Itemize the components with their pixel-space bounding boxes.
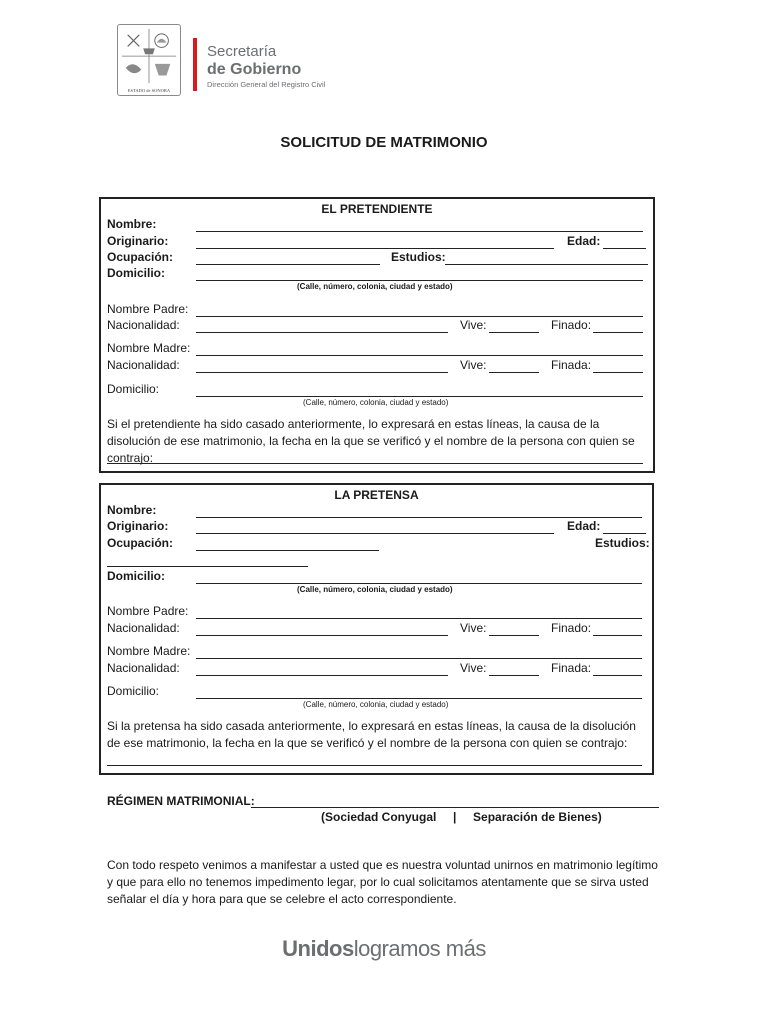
nombre-field[interactable] <box>196 517 642 518</box>
pretensa-section <box>99 483 654 775</box>
edad-field[interactable] <box>603 248 646 249</box>
slogan-rest: logramos más <box>353 936 486 961</box>
domicilio-padres-label: Domicilio: <box>107 382 160 396</box>
previous-marriage-field[interactable] <box>107 463 643 464</box>
nombre-label: Nombre: <box>107 503 157 517</box>
ocupacion-field[interactable] <box>196 264 380 265</box>
nacionalidad-madre-label: Nacionalidad: <box>107 358 180 372</box>
domicilio-padres-field[interactable] <box>196 396 643 397</box>
nombre-padre-label: Nombre Padre: <box>107 302 189 316</box>
finado-label: Finado: <box>551 621 592 635</box>
vive-padre-field[interactable] <box>489 635 539 636</box>
nombre-padre-field[interactable] <box>196 618 642 619</box>
estudios-field[interactable] <box>445 264 648 265</box>
estudios-field[interactable] <box>107 566 308 567</box>
nombre-padre-field[interactable] <box>196 316 643 317</box>
estudios-label: Estudios: <box>391 250 446 264</box>
nacionalidad-padre-label: Nacionalidad: <box>107 318 180 332</box>
address-hint: (Calle, número, colonia, ciudad y estado) <box>297 585 453 594</box>
nombre-madre-label: Nombre Madre: <box>107 341 191 355</box>
vive-padre-label: Vive: <box>460 621 487 635</box>
nacionalidad-padre-label: Nacionalidad: <box>107 621 180 635</box>
nombre-field[interactable] <box>196 231 643 232</box>
brand-red-bar <box>193 38 197 91</box>
nombre-madre-field[interactable] <box>196 355 643 356</box>
footer-slogan <box>0 936 768 962</box>
closing-paragraph: Con todo respeto venimos a manifestar a usted que es nuestra voluntad unirnos en matrimonio legítimo y que para ello no tenemos impedimento legar, por lo cual solicitamos atentamente que se sirva usted señalar el día y hora para que se celebre el acto correspondiente. <box>107 858 658 906</box>
brand-line-3: Dirección General del Registro Civil <box>207 80 326 89</box>
brand-line-1: Secretaría <box>207 43 277 60</box>
nombre-label: Nombre: <box>107 217 157 231</box>
previous-marriage-note: Si el pretendiente ha sido casado anteriormente, lo expresará en estas líneas, la causa de la disolución de ese matrimonio, la fecha en la que se verificó y el nombre de la persona con quien se contrajo: <box>107 417 635 465</box>
estudios-label: Estudios: <box>595 536 650 550</box>
nombre-madre-field[interactable] <box>196 658 642 659</box>
vive-madre-field[interactable] <box>489 675 539 676</box>
finada-field[interactable] <box>593 372 643 373</box>
nacionalidad-madre-label: Nacionalidad: <box>107 661 180 675</box>
ocupacion-field[interactable] <box>196 550 379 551</box>
regimen-options: (Sociedad Conyugal | Separación de Bienes) <box>321 810 602 824</box>
originario-field[interactable] <box>196 248 554 249</box>
finado-label: Finado: <box>551 318 592 332</box>
finado-field[interactable] <box>593 635 642 636</box>
domicilio-label: Domicilio: <box>107 266 166 280</box>
address-hint-2: (Calle, número, colonia, ciudad y estado) <box>303 700 449 709</box>
previous-marriage-field[interactable] <box>107 765 642 766</box>
domicilio-padres-label: Domicilio: <box>107 684 160 698</box>
originario-label: Originario: <box>107 234 169 248</box>
edad-label: Edad: <box>567 234 601 248</box>
edad-label: Edad: <box>567 519 601 533</box>
nacionalidad-madre-field[interactable] <box>196 675 448 676</box>
originario-field[interactable] <box>196 533 554 534</box>
edad-field[interactable] <box>603 533 646 534</box>
regimen-label: RÉGIMEN MATRIMONIAL: <box>107 794 255 808</box>
pretendiente-section <box>99 197 655 473</box>
nombre-madre-label: Nombre Madre: <box>107 644 191 658</box>
domicilio-field[interactable] <box>196 583 642 584</box>
regimen-field[interactable] <box>251 807 659 808</box>
domicilio-label: Domicilio: <box>107 569 166 583</box>
document-title: SOLICITUD DE MATRIMONIO <box>280 134 488 151</box>
slogan-bold: Unidos <box>282 936 354 961</box>
vive-madre-label: Vive: <box>460 661 487 675</box>
ocupacion-label: Ocupación: <box>107 250 174 264</box>
finado-field[interactable] <box>593 332 643 333</box>
vive-padre-field[interactable] <box>489 332 539 333</box>
vive-madre-label: Vive: <box>460 358 487 372</box>
pretensa-heading: LA PRETENSA <box>334 488 419 502</box>
vive-madre-field[interactable] <box>489 372 539 373</box>
nacionalidad-padre-field[interactable] <box>196 635 448 636</box>
seal-caption: ESTADO de SONORA <box>127 88 171 93</box>
address-hint-2: (Calle, número, colonia, ciudad y estado) <box>303 398 449 407</box>
originario-label: Originario: <box>107 519 169 533</box>
pretendiente-heading: EL PRETENDIENTE <box>321 202 433 216</box>
vive-padre-label: Vive: <box>460 318 487 332</box>
address-hint: (Calle, número, colonia, ciudad y estado) <box>297 282 453 291</box>
brand-line-2: de Gobierno <box>207 61 302 78</box>
nacionalidad-madre-field[interactable] <box>196 372 448 373</box>
finada-field[interactable] <box>593 675 642 676</box>
domicilio-padres-field[interactable] <box>196 698 642 699</box>
estado-de-sonora-seal <box>117 24 181 96</box>
nacionalidad-padre-field[interactable] <box>196 332 448 333</box>
previous-marriage-note: Si la pretensa ha sido casada anteriormente, lo expresará en estas líneas, la causa de la disolución de ese matrimonio, la fecha en la que se verificó y el nombre de la persona con quien se contrajo: <box>107 719 636 750</box>
finada-label: Finada: <box>551 358 592 372</box>
domicilio-field[interactable] <box>196 280 643 281</box>
nombre-padre-label: Nombre Padre: <box>107 604 189 618</box>
coat-of-arms-icon <box>118 25 180 95</box>
ocupacion-label: Ocupación: <box>107 536 174 550</box>
finada-label: Finada: <box>551 661 592 675</box>
